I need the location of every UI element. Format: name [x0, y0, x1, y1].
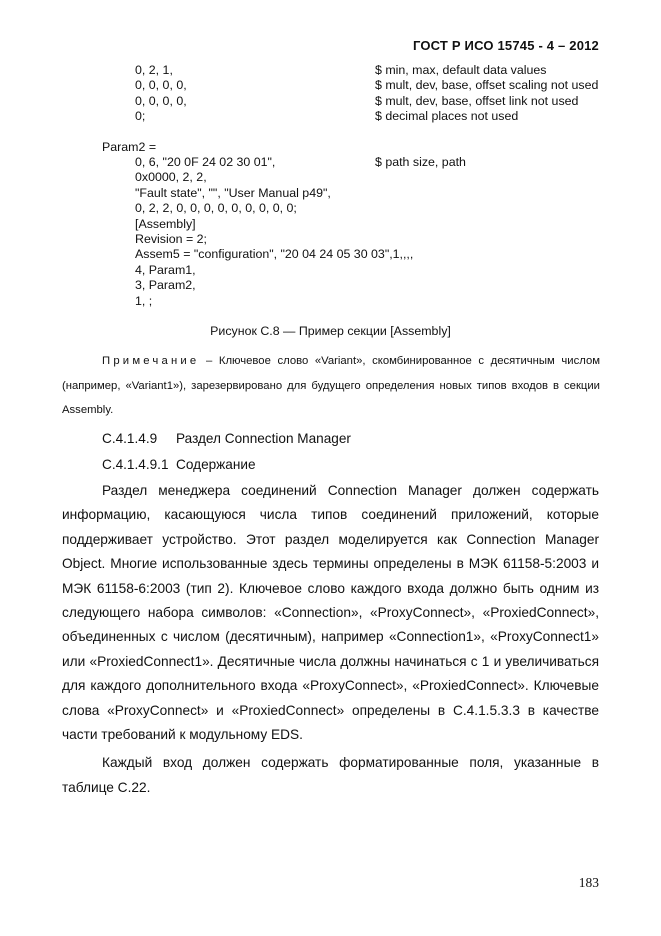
paragraph-connection-manager: Раздел менеджера соединений Connection Manager должен содержать информацию, касающуюся числа типов соединений приложений, которые поддерживает устройство. Этот раздел моделируется как Connection Manager Object. Многие использованные здесь термины определены в МЭК 61158-5:2003 и МЭК 61158-6:2003 (тип 2). Ключевое слово каждого входа должно быть одним из следующего набора символов: «Connection», «ProxyConnect», «ProxiedConnect», объединенных с числом (десятичным), например «Connection1», «ProxyConnect1» или «ProxiedConnect1». Десятичные числа должны начинаться с 1 и увеличиваться для каждого дополнительного входа «ProxyConnect», «ProxiedConnect». Ключевые слова «ProxyConnect» и «ProxiedConnect» определены в С.4.1.5.3.3 в качестве части требований к модульному EDS. — [62, 483, 599, 743]
code-text: 0, 0, 0, 0, — [135, 78, 187, 93]
document-header: ГОСТ Р ИСО 15745 - 4 – 2012 — [412, 38, 599, 53]
code-comment: $ path size, path — [375, 155, 466, 169]
code-comment: $ mult, dev, base, offset link not used — [375, 93, 579, 108]
section-heading-contents: С.4.1.4.9.1 Содержание — [102, 457, 256, 472]
code-text: 1, ; — [135, 293, 153, 308]
note-text: – Ключевое слово «Variant», скомбинированное с десятичным числом (например, «Variant1»), зарезервировано для будущего определения новых типов входов в секции Assembly. — [62, 355, 600, 416]
code-text: [Assembly] — [135, 216, 196, 231]
code-text: 0, 6, "20 0F 24 02 30 01", — [135, 155, 276, 169]
paragraph-formatted-fields: Каждый вход должен содержать форматированные поля, указанные в таблице С.22. — [62, 755, 599, 795]
code-comment: $ mult, dev, base, offset scaling not used — [375, 78, 599, 93]
code-text: 0, 0, 0, 0, — [135, 93, 187, 108]
section-heading-connection-manager: С.4.1.4.9 Раздел Connection Manager — [102, 431, 351, 446]
code-comment: $ decimal places not used — [375, 109, 519, 124]
code-text: 0; — [135, 109, 146, 124]
code-text: Revision = 2; — [135, 231, 207, 246]
code-text: 0, 2, 1, — [135, 63, 173, 77]
note-label: Примечание — [102, 355, 200, 367]
code-text: 0x0000, 2, 2, — [135, 170, 207, 185]
code-text: Assem5 = "configuration", "20 04 24 05 30 03",1,,,, — [135, 247, 414, 262]
code-text: 0, 2, 2, 0, 0, 0, 0, 0, 0, 0, 0, 0; — [135, 201, 297, 216]
code-comment: $ min, max, default data values — [375, 63, 547, 77]
code-text: "Fault state", "", "User Manual p49", — [135, 185, 331, 200]
code-text: 3, Param2, — [135, 278, 196, 293]
note-paragraph — [62, 349, 600, 423]
figure-caption: Рисунок С.8 — Пример секции [Assembly] — [210, 324, 451, 338]
code-text: 4, Param1, — [135, 262, 196, 277]
page-number: 183 — [578, 875, 599, 890]
param2-label: Param2 = — [102, 140, 157, 154]
body-text — [62, 479, 599, 800]
